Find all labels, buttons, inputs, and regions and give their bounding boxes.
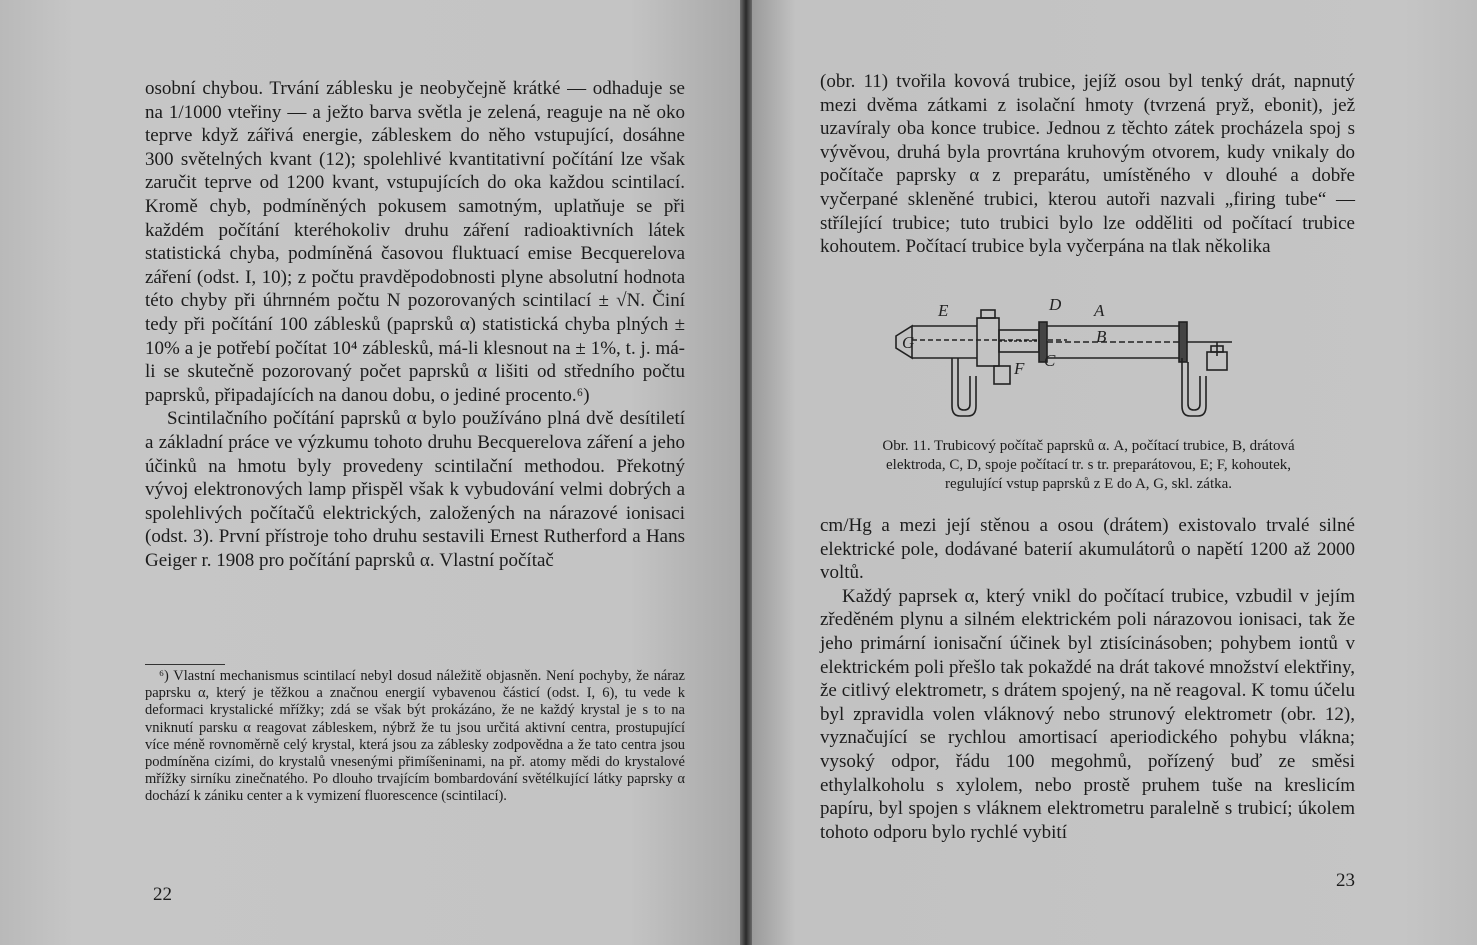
left-paragraph-1: osobní chybou. Trvání záblesku je neobyčejně krátké — odhaduje se na 1/1000 vteřiny — a ježto barva světla je zelená, reaguje na ně oko teprve když zářivá energie, zábleskem do něho vstupující, dosáhne 300 světelných kvant (12); spolehlivé kvantitativní počítání lze však zaručit teprve od 1200 kvant, vstupujících do oka každou scintilací. Kromě chyb, podmíněných pokusem samotným, uplatňuje se při každém počítání kteréhokoliv druhu záření radioaktivních látek statistická chyba, podmíněná časovou fluktuací emise Becquerelova záření (odst. I, 10); z počtu pravděpodobnosti plyne absolutní hodnota této chyby při úhrnném počtu N pozorovaných scintilací ± √N. Činí tedy při počítání 100 záblesků (paprsků α) statistická chyba plných ± 10% a je potřebí počítat 10⁴ záblesků, má-li klesnout na ± 1%, t. j. má-li se skutečně pozorovaný počet paprsků α lišiti od středního počtu paprsků, připadajících na danou dobu, o jediné procento.⁶) [145,78,685,406]
left-page-body [145,77,685,572]
caption-line-3: regulující vstup paprsků z E do A, G, skl. zátka. [944,476,1233,492]
footnote-text: ⁶) Vlastní mechanismus scintilací nebyl dosud náležitě objasněn. Není pochyby, že náraz paprsku α, který je těžkou a značnou energií vybavenou částicí (odst. I, 6), tu vede k deformaci krystalické mřížky; zdá se však být prokázáno, že ne každý krystal je s to na vniknutí parsku α reagovat zábleskem, nýbrž že tu jsou určitá aktivní centra, prostupující více méně rovnoměrně celý krystal, která jsou za záblesky zodpovědna a že tato centra jsou podmíněna cizími, do krystalů vnesenými přimíšeninami, na př. atomy mědi do krystalové mřížky sirníku zinečnatého. Po dlouho trvajícím bombardování světélkující látky paprsky α dochází k zániku center a k vymizení fluorescence (scintilací). [145,668,685,805]
label-a: A [1094,301,1105,320]
caption-line-1: Obr. 11. Trubicový počítač paprsků α. A, počítací trubice, B, drátová [882,438,1295,454]
right-paragraph-1: cm/Hg a mezi její stěnou a osou (drátem) existovalo trvalé silné elektrické pole, dodávané baterií akumulátorů o napětí 1200 až 2000 voltů. [820,515,1355,584]
ebonite-plug-right [1179,322,1187,362]
stopcock-body [977,318,999,366]
caption-line-2: elektroda, C, D, spoje počítací tr. s tr. preparátovou, E; F, kohoutek, [886,457,1291,473]
figure-counter-diagram [882,296,1282,426]
right-paragraph-top: (obr. 11) tvořila kovová trubice, jejíž osou byl tenký drát, napnutý mezi dvěma zátkami z isolační hmoty (tvrzená pryž, ebonit), jež uzavíraly oba konce trubice. Jednou z těchto zátek procházela spoj s vývěvou, druhá byla provrtána kruhovým otvorem, kudy vnikaly do počítače paprsky α z preparátu, umístěného v dlouhé a dobře vyčerpané skleněné trubici, kterou autoři nazvali „firing tube“ — střílející trubice; tuto trubici bylo lze odděliti od počítací trubice kohoutem. Počítací trubice byla vyčerpána na tlak několika [820,71,1355,258]
footnote [145,668,685,806]
right-page-top-text [820,70,1355,259]
left-paragraph-2: Scintilačního počítání paprsků α bylo používáno plná dvě desítiletí a základní práce ve výzkumu tohoto druhu Becquerelova záření a jeho účinků na hmotu byly provedeny scintilační methodou. Překotný vývoj elektronových lamp přispěl však k vybudování velmi dobrých a spolehlivých počítačů elektrických, založených na nárazové ionisaci (odst. 3). První přístroje toho druhu sestavili Ernest Rutherford a Hans Geiger r. 1908 pro počítání paprsků α. Vlastní počítač [145,408,685,571]
label-d: D [1049,296,1062,314]
stopcock-top [981,310,995,318]
book-gutter [740,0,752,945]
right-page-bottom-text [820,514,1355,844]
firing-tube-left [912,326,977,358]
page-number-right: 23 [1336,870,1355,891]
label-b: B [1096,327,1107,346]
u-tube-left [952,358,976,416]
figure-caption [816,437,1361,494]
right-page [752,0,1477,945]
label-f: F [1014,359,1025,378]
label-g: G [902,333,915,352]
label-c: C [1044,351,1056,370]
page-number-left: 22 [153,884,172,905]
footnote-rule [145,664,225,665]
label-e: E [938,301,949,320]
u-tube-right [1182,358,1206,416]
right-paragraph-2: Každý paprsek α, který vnikl do počítací trubice, vzbudil v jejím zředěném plynu a silném elektrickém poli nárazovou ionisaci, tak že jeho primární ionisační účinek byl ztisícinásoben; pohybem iontů v elektrickém poli přešlo tak pokaždé na drát takové množství elektřiny, že citlivý elektrometr, s drátem spojený, na ně reagoval. K tomu účelu byl zpravidla volen vláknový nebo strunový elektrometr (obr. 12), vyznačující se rychlou amortisací aperiodického pohybu vlákna; vysoký odpor, řádu 100 megohmů, pořízený buď ze směsi ethylalkoholu s xylolem, nebo prostě pruhem tuše na kreslicím papíru, byl spojen s vláknem elektrometru paralelně s trubicí; úkolem tohoto odporu bylo rychlé vybití [820,585,1355,843]
